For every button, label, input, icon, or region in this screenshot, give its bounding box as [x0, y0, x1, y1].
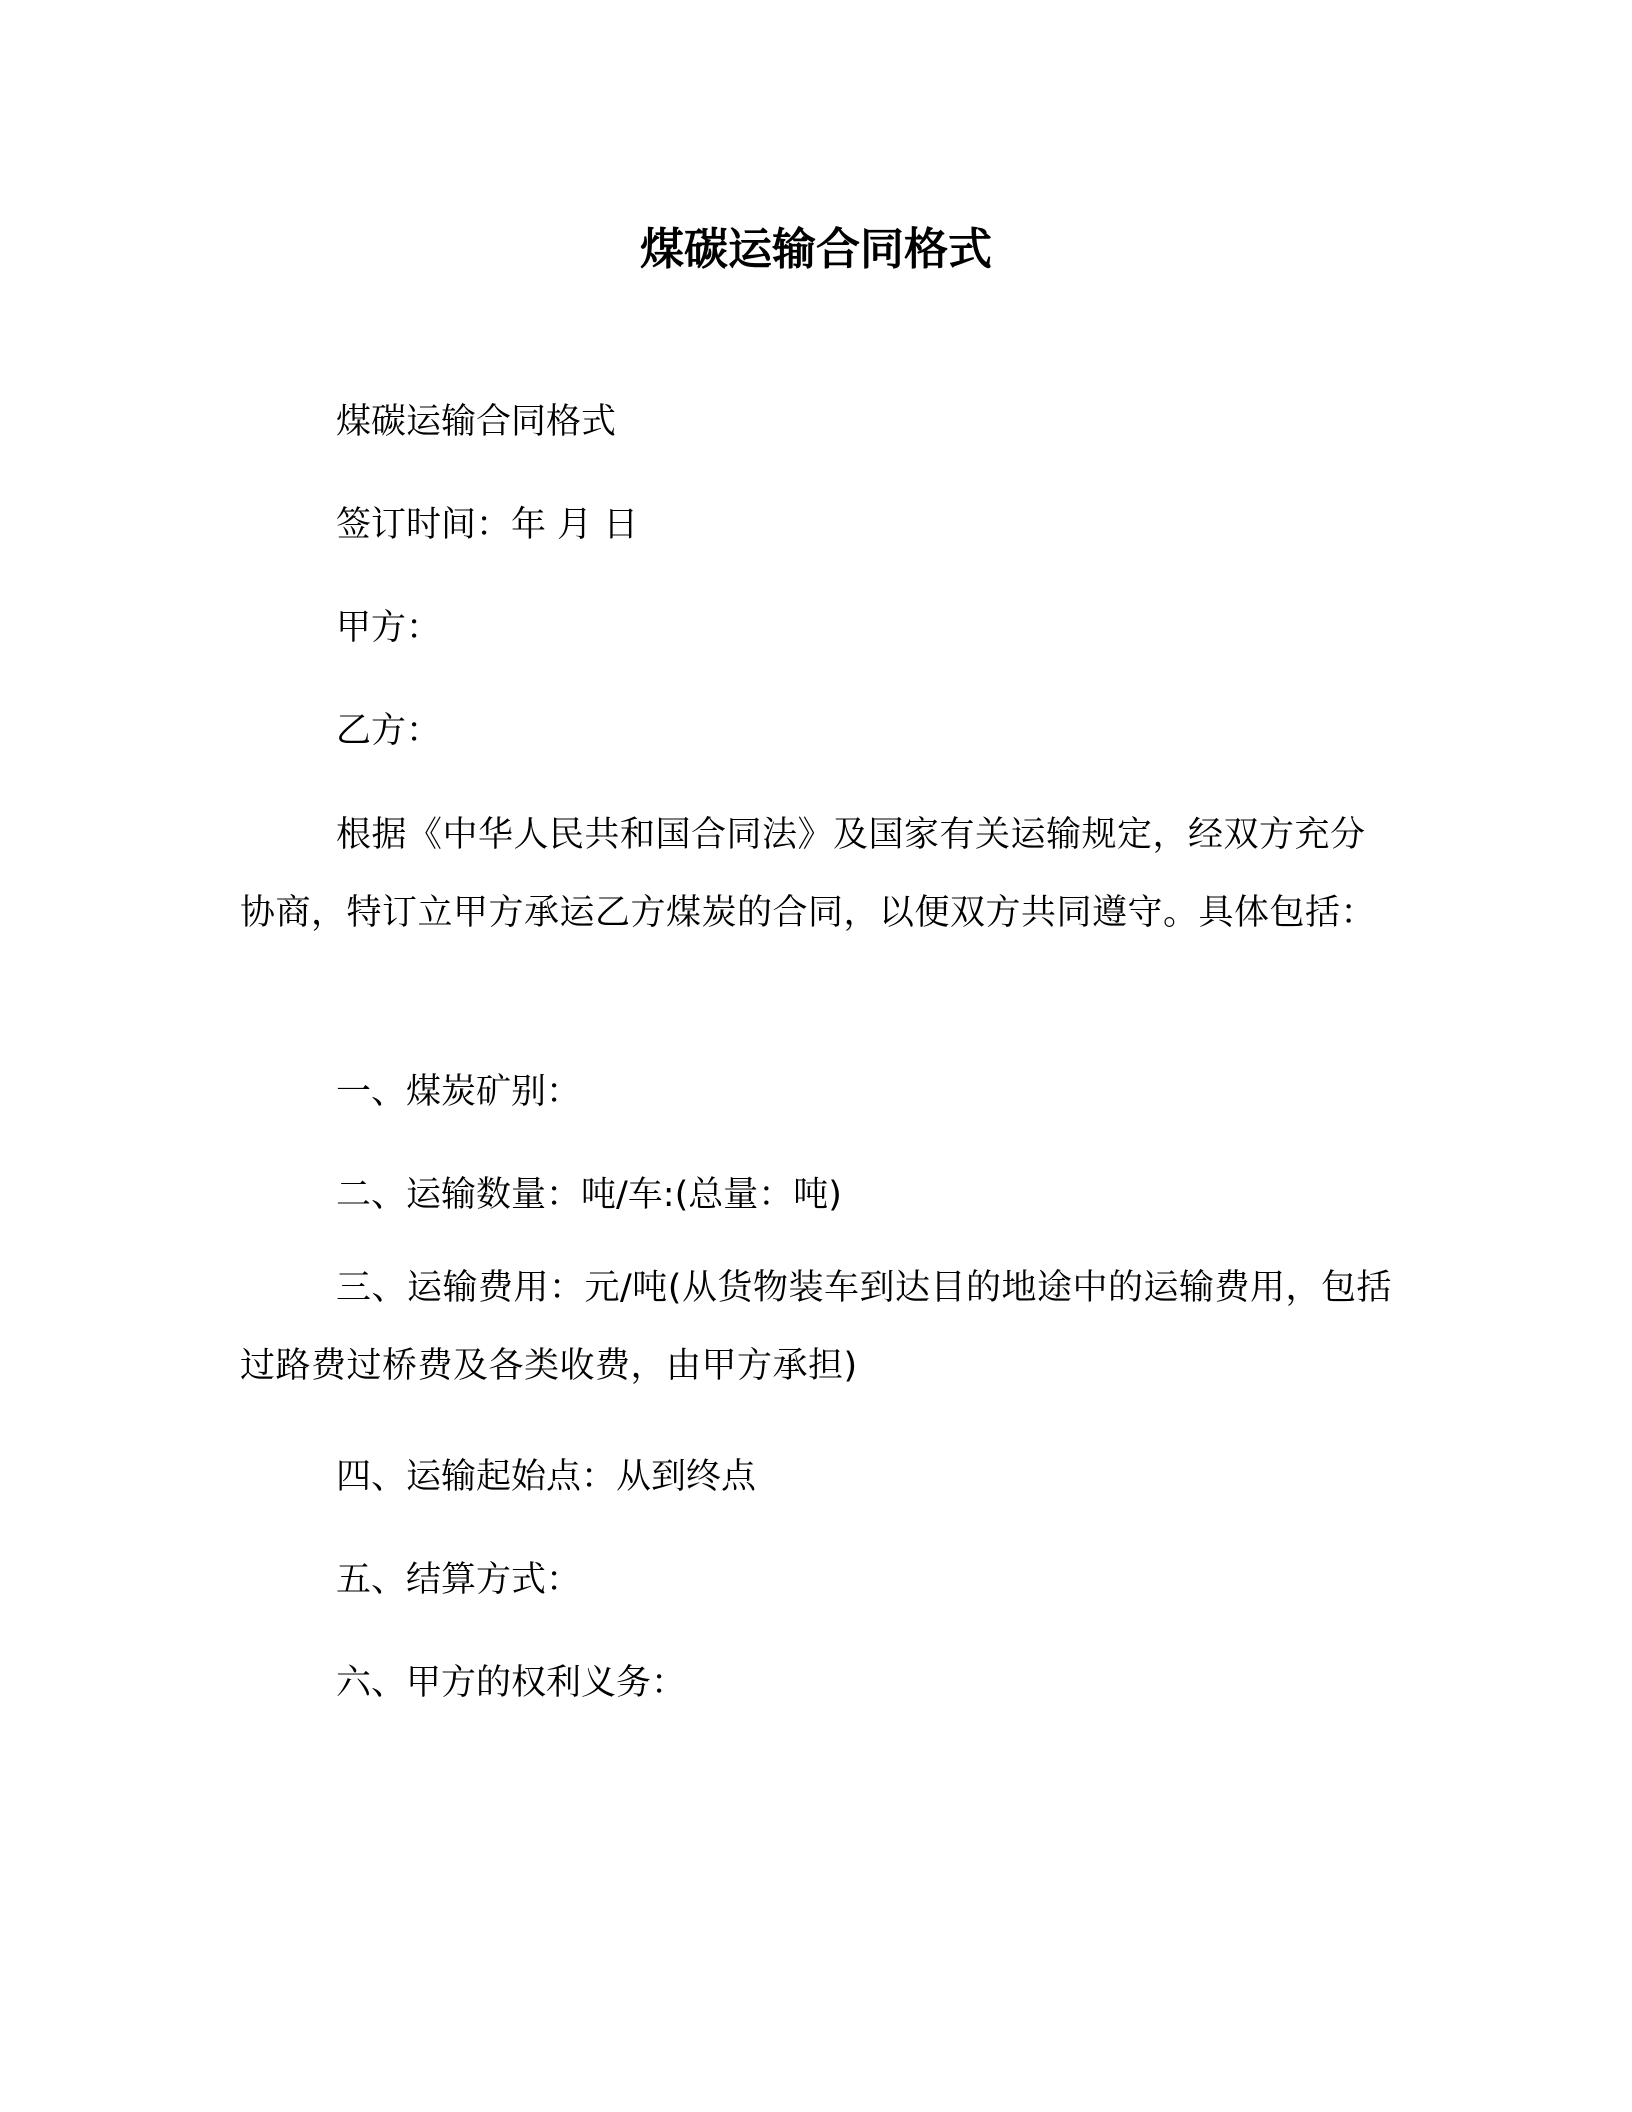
document-title: 煤碳运输合同格式	[640, 224, 992, 275]
party-b-line: 乙方：	[336, 711, 442, 751]
intro-paragraph: 根据《中华人民共和国合同法》及国家有关运输规定，经双方充分协商，特订立甲方承运乙方煤炭的合同，以便双方共同遵守。具体包括：	[240, 815, 1377, 933]
clause-fees: 三、运输费用：元/吨(从货物装车到达目的地途中的运输费用，包括过路费过桥费及各类收费，由甲方承担)	[240, 1268, 1392, 1386]
clause-coal-mine: 一、煤炭矿别：	[336, 1072, 582, 1112]
sign-date-line: 签订时间：年 月 日	[336, 505, 639, 545]
party-a-line: 甲方：	[336, 608, 442, 648]
clause-route: 四、运输起始点：从到终点	[336, 1457, 757, 1497]
clause-quantity: 二、运输数量：吨/车:(总量：吨)	[336, 1175, 842, 1215]
clause-party-a-rights: 六、甲方的权利义务：	[336, 1663, 687, 1703]
document-subtitle: 煤碳运输合同格式	[336, 402, 617, 442]
clause-settlement: 五、结算方式：	[336, 1560, 582, 1600]
